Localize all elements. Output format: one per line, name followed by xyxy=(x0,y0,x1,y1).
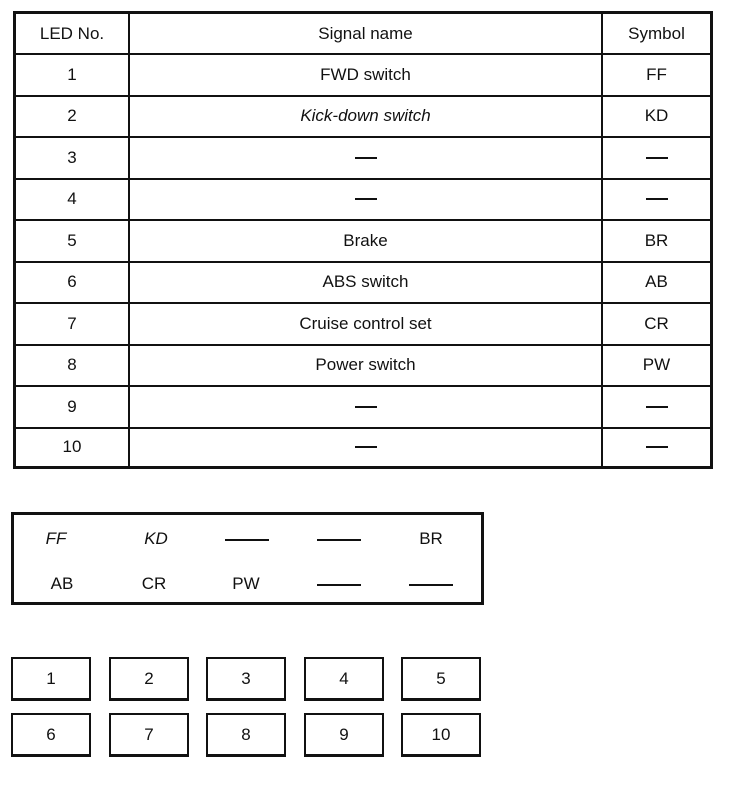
signal-name: Cruise control set xyxy=(130,304,603,344)
dash-mark xyxy=(355,406,377,408)
dash-mark xyxy=(355,446,377,448)
panel-dash xyxy=(317,584,361,586)
header-signal-name: Signal name xyxy=(130,14,603,53)
table-row xyxy=(16,178,710,220)
led-box: 6 xyxy=(11,713,91,757)
panel-dash xyxy=(317,539,361,541)
dash-mark xyxy=(646,157,668,159)
led-box: 4 xyxy=(304,657,384,701)
table-row xyxy=(16,53,710,95)
symbol: CR xyxy=(644,313,669,333)
signal-name: Kick-down switch xyxy=(130,97,603,137)
table-row xyxy=(16,136,710,178)
table-header-row xyxy=(16,14,710,53)
table-row xyxy=(16,427,710,467)
led-number: 10 xyxy=(16,429,130,467)
led-box: 9 xyxy=(304,713,384,757)
dash-mark xyxy=(355,157,377,159)
symbol: FF xyxy=(646,64,667,84)
panel-symbol: BR xyxy=(419,529,443,548)
led-box: 2 xyxy=(109,657,189,701)
panel-symbol: PW xyxy=(232,574,260,593)
led-box: 7 xyxy=(109,713,189,757)
signal-name: Brake xyxy=(130,221,603,261)
led-number: 3 xyxy=(16,138,130,178)
table-row xyxy=(16,302,710,344)
led-number: 6 xyxy=(16,263,130,303)
symbol: KD xyxy=(644,106,669,126)
dash-mark xyxy=(646,198,668,200)
led-number: 7 xyxy=(16,304,130,344)
led-number: 9 xyxy=(16,387,130,427)
panel-symbol: CR xyxy=(141,574,167,593)
led-number: 4 xyxy=(16,180,130,220)
led-box: 5 xyxy=(401,657,481,701)
signal-name: Power switch xyxy=(130,346,603,386)
led-number: 1 xyxy=(16,55,130,95)
dash-mark xyxy=(646,446,668,448)
dash-mark xyxy=(646,406,668,408)
symbol-empty xyxy=(603,138,710,178)
led-number: 5 xyxy=(16,221,130,261)
signal-name-empty xyxy=(130,138,603,178)
led-number: 8 xyxy=(16,346,130,386)
panel-symbol: FF xyxy=(45,529,67,548)
symbol-display-panel xyxy=(11,512,484,605)
header-symbol: Symbol xyxy=(628,23,685,43)
table-row xyxy=(16,95,710,137)
symbol-empty xyxy=(603,429,710,467)
symbol: BR xyxy=(644,230,669,250)
signal-name-empty xyxy=(130,429,603,467)
panel-symbol: AB xyxy=(50,574,74,593)
symbol-empty xyxy=(603,180,710,220)
table-row xyxy=(16,385,710,427)
signal-name: FWD switch xyxy=(130,55,603,95)
panel-dash xyxy=(225,539,269,541)
symbol: PW xyxy=(642,355,671,375)
signal-name-empty xyxy=(130,180,603,220)
table-row xyxy=(16,344,710,386)
header-led-no: LED No. xyxy=(16,14,130,53)
signal-name-empty xyxy=(130,387,603,427)
led-box: 10 xyxy=(401,713,481,757)
led-signal-table xyxy=(13,11,713,469)
table-row xyxy=(16,261,710,303)
symbol-empty xyxy=(603,387,710,427)
led-number: 2 xyxy=(16,97,130,137)
symbol: AB xyxy=(645,272,668,292)
led-box: 3 xyxy=(206,657,286,701)
table-row xyxy=(16,219,710,261)
led-box: 1 xyxy=(11,657,91,701)
panel-symbol: KD xyxy=(144,529,168,548)
panel-dash xyxy=(409,584,453,586)
signal-name: ABS switch xyxy=(130,263,603,303)
led-box: 8 xyxy=(206,713,286,757)
dash-mark xyxy=(355,198,377,200)
